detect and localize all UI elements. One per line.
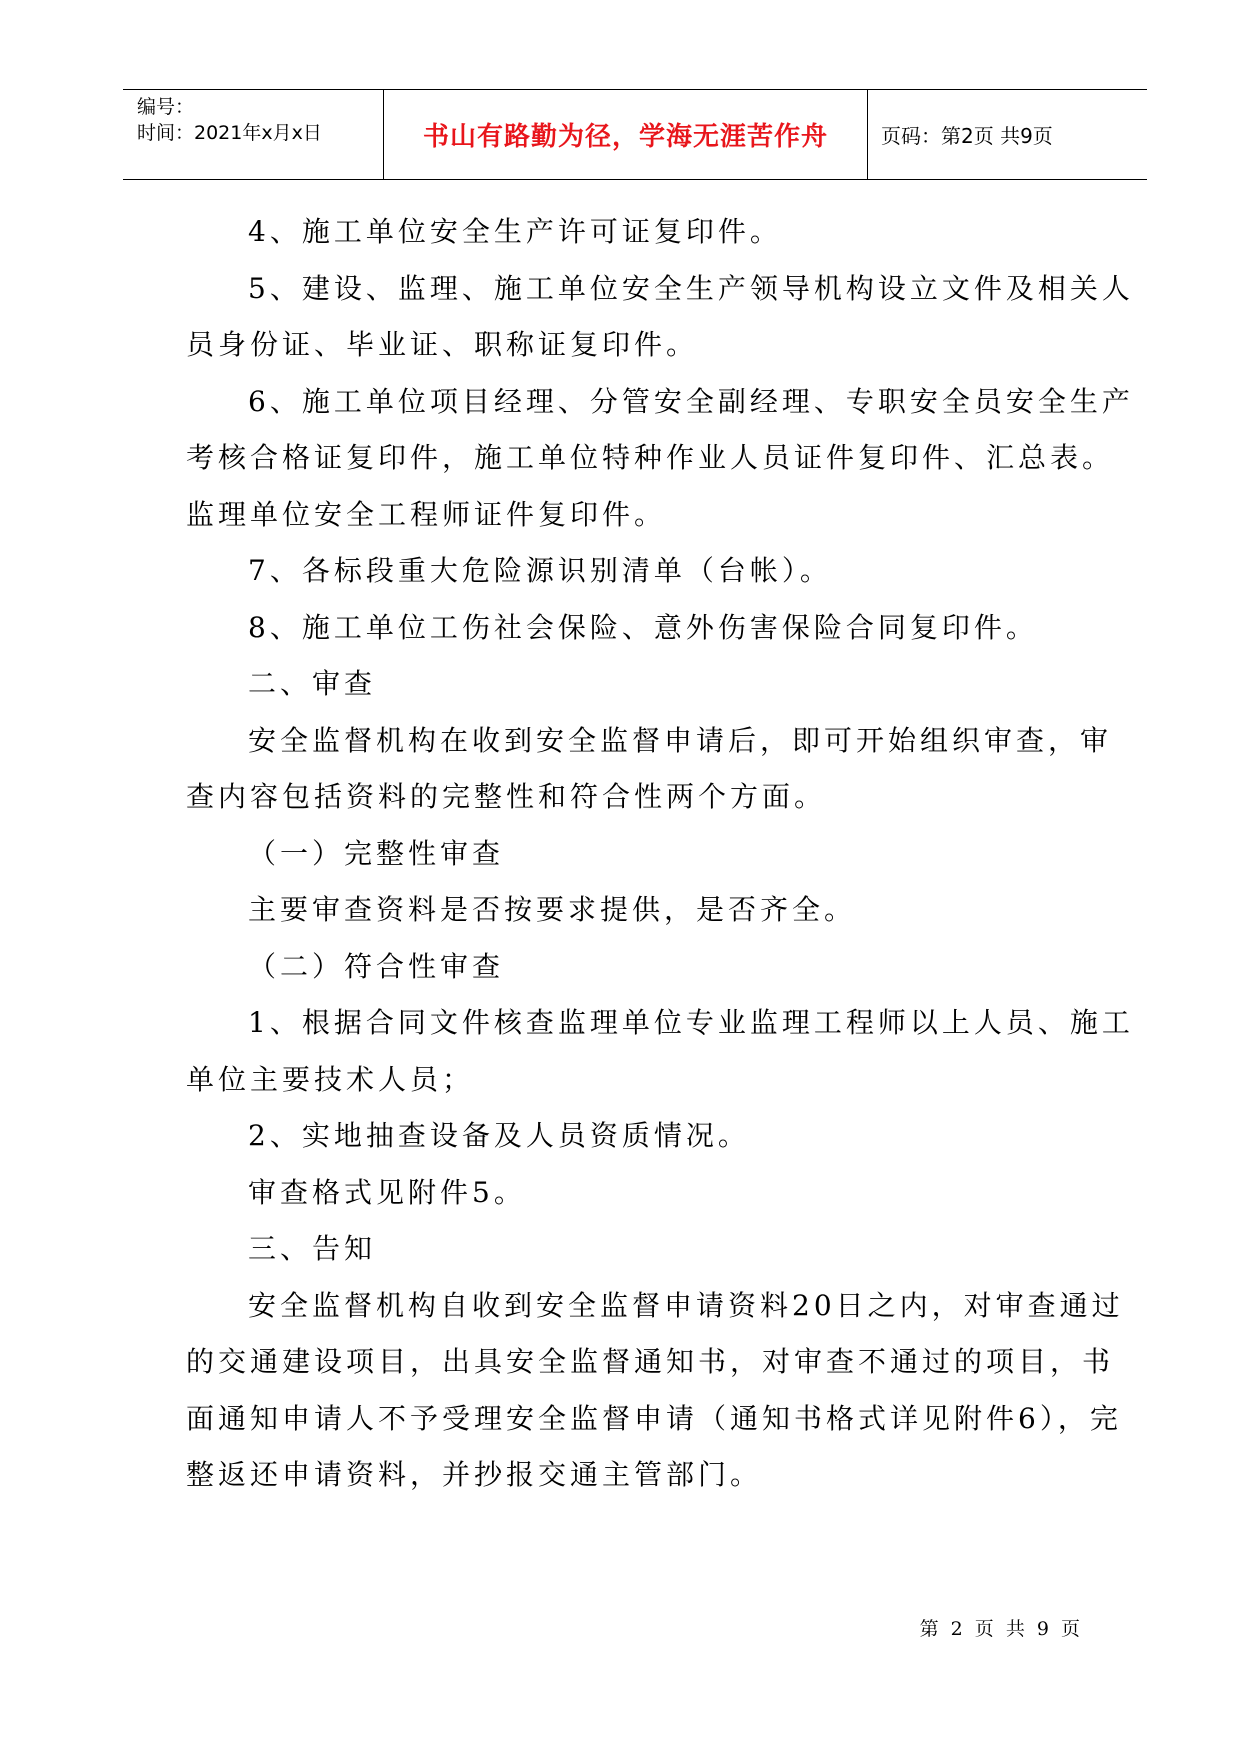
- header-number-label: 编号：: [137, 96, 195, 118]
- body-line: 1、根据合同文件核查监理单位专业监理工程师以上人员、施工: [248, 1006, 1134, 1039]
- body-line: 查内容包括资料的完整性和符合性两个方面。: [186, 780, 827, 813]
- page-footer: 第 2 页 共 9 页: [919, 1618, 1083, 1640]
- body-line: 员身份证、毕业证、职称证复印件。: [186, 328, 699, 361]
- page-header: [123, 89, 1147, 180]
- body-line: （一）完整性审查: [248, 836, 505, 870]
- body-line: 4、施工单位安全生产许可证复印件。: [248, 215, 782, 248]
- body-line: 考核合格证复印件，施工单位特种作业人员证件复印件、汇总表。: [186, 441, 1115, 474]
- body-line: 单位主要技术人员；: [186, 1062, 475, 1096]
- body-line: 三、告知: [248, 1232, 377, 1265]
- body-line: 安全监督机构自收到安全监督申请资料20日之内，对审查通过: [248, 1288, 1124, 1322]
- body-line: 7、各标段重大危险源识别清单（台帐）。: [248, 554, 832, 587]
- document-body: [186, 204, 1134, 1504]
- body-line: 主要审查资料是否按要求提供，是否齐全。: [248, 893, 857, 926]
- body-line: 安全监督机构在收到安全监督申请后，即可开始组织审查，审: [248, 723, 1113, 757]
- header-time-label: 时间：2021年x月x日: [137, 122, 322, 144]
- body-line: 2、实地抽查设备及人员资质情况。: [248, 1119, 750, 1152]
- header-meta: [123, 90, 384, 179]
- body-line: 6、施工单位项目经理、分管安全副经理、专职安全员安全生产: [248, 384, 1134, 418]
- body-line: 监理单位安全工程师证件复印件。: [186, 497, 667, 531]
- body-line: 8、施工单位工伤社会保险、意外伤害保险合同复印件。: [248, 610, 1038, 644]
- header-page-info: 页码：第2页 共9页: [881, 124, 1053, 148]
- body-line: （二）符合性审查: [248, 949, 505, 983]
- header-motto: 书山有路勤为径，学海无涯苦作舟: [384, 90, 868, 179]
- body-line: 审查格式见附件5。: [248, 1175, 526, 1209]
- body-line: 面通知申请人不予受理安全监督申请（通知书格式详见附件6），完: [186, 1401, 1122, 1435]
- body-line: 二、审查: [248, 667, 377, 700]
- body-line: 的交通建设项目，出具安全监督通知书，对审查不通过的项目，书: [186, 1345, 1115, 1378]
- body-line: 5、建设、监理、施工单位安全生产领导机构设立文件及相关人: [248, 271, 1134, 305]
- body-line: 整返还申请资料，并抄报交通主管部门。: [186, 1458, 763, 1491]
